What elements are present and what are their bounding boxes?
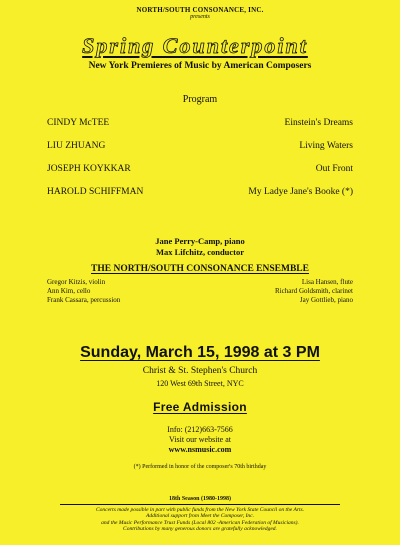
presents-label: presents	[190, 14, 210, 20]
program-composer: LIU ZHUANG	[47, 141, 106, 151]
website-label: Visit our website at	[169, 435, 231, 444]
info-phone: Info: (212)663-7566	[167, 425, 233, 434]
ensemble-member: Lisa Hansen, flute	[301, 278, 353, 286]
footnote: (*) Performed in honor of the composer's 70th birthday	[133, 464, 267, 470]
concert-subtitle: New York Premieres of Music by American Composers	[88, 61, 312, 71]
ensemble-member: Ann Kim, cello	[47, 287, 91, 295]
program-work: Einstein's Dreams	[284, 118, 353, 128]
ensemble-member: Frank Cassara, percussion	[47, 296, 121, 304]
funding-credits	[50, 507, 350, 533]
program-work: Out Front	[315, 164, 353, 174]
performer-conductor: Max Lifchitz, conductor	[155, 247, 245, 257]
program-composer: HAROLD SCHIFFMAN	[47, 187, 144, 197]
event-venue: Christ & St. Stephen's Church	[142, 366, 258, 376]
event-date-time: Sunday, March 15, 1998 at 3 PM	[80, 344, 320, 361]
program-composer: CINDY McTEE	[47, 118, 110, 128]
program-composer: JOSEPH KOYKKAR	[47, 164, 131, 174]
event-address: 120 West 69th Street, NYC	[156, 379, 244, 388]
presenter-name: NORTH/SOUTH CONSONANCE, INC.	[136, 6, 264, 14]
program-heading: Program	[182, 94, 218, 105]
ensemble-name: THE NORTH/SOUTH CONSONANCE ENSEMBLE	[91, 264, 309, 274]
concert-title: Spring Counterpoint	[82, 33, 308, 58]
divider	[60, 504, 340, 505]
program-work: My Ladye Jane's Booke (*)	[248, 187, 353, 197]
free-admission: Free Admission	[153, 400, 247, 414]
program-work: Living Waters	[299, 141, 353, 151]
credit-line: Concerts made possible in part with public funds from the New York State Council on the Arts.	[95, 507, 305, 513]
credit-line: Contributions by many generous donors are gratefully acknowledged.	[123, 526, 277, 533]
credit-line: Additional support from Meet the Composer, Inc.	[146, 513, 254, 520]
ensemble-member: Richard Goldsmith, clarinet	[275, 287, 353, 295]
performer-pianist: Jane Perry-Camp, piano	[155, 236, 245, 246]
ensemble-member: Jay Gottlieb, piano	[299, 296, 353, 304]
website-link[interactable]: www.nsmusic.com	[168, 445, 232, 454]
credit-line: and the Music Performance Trust Funds (Local 802 -American Federation of Musicians).	[101, 519, 299, 526]
ensemble-member: Gregor Kitzis, violin	[47, 278, 106, 286]
season-label: 18th Season (1980-1998)	[168, 496, 231, 502]
